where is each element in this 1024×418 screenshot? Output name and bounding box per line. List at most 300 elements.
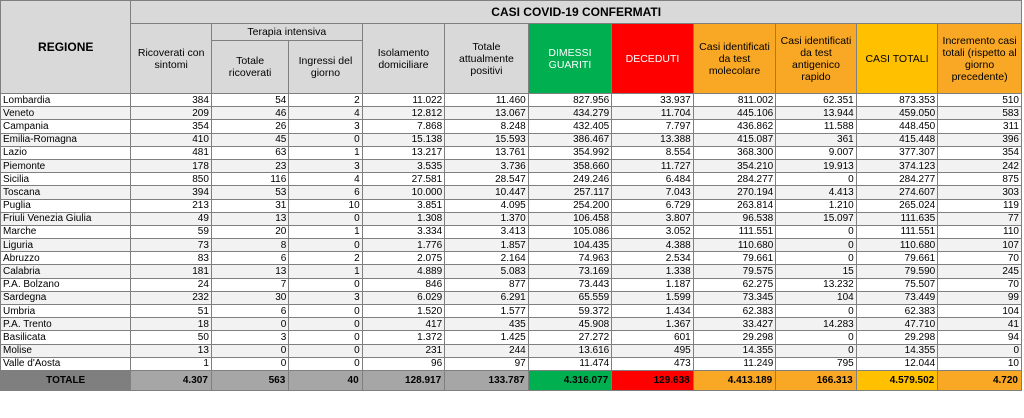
table-cell: 245 xyxy=(938,265,1022,278)
table-cell: 3.535 xyxy=(362,159,445,172)
totals-cell: 4.720 xyxy=(938,370,1022,390)
table-cell: 70 xyxy=(938,252,1022,265)
region-name: Veneto xyxy=(1,107,131,120)
table-cell: 354 xyxy=(131,120,211,133)
table-cell: 4.095 xyxy=(445,199,529,212)
header-positivi: Totale attualmente positivi xyxy=(445,24,529,94)
table-cell: 0 xyxy=(289,278,362,291)
table-cell: 10.000 xyxy=(362,186,445,199)
region-name: Sardegna xyxy=(1,291,131,304)
table-cell: 0 xyxy=(776,252,856,265)
table-cell: 94 xyxy=(938,331,1022,344)
table-cell: 209 xyxy=(131,107,211,120)
table-cell: 79.661 xyxy=(856,252,938,265)
table-cell: 4.388 xyxy=(612,239,694,252)
table-cell: 795 xyxy=(776,357,856,370)
table-cell: 12.044 xyxy=(856,357,938,370)
region-name: Campania xyxy=(1,120,131,133)
table-cell: 481 xyxy=(131,146,211,159)
region-name: Piemonte xyxy=(1,159,131,172)
table-cell: 13.067 xyxy=(445,107,529,120)
table-cell: 79.661 xyxy=(693,252,776,265)
table-cell: 377.307 xyxy=(856,146,938,159)
table-cell: 53 xyxy=(211,186,288,199)
table-cell: 3 xyxy=(289,159,362,172)
table-cell: 28.547 xyxy=(445,173,529,186)
table-cell: 1.857 xyxy=(445,239,529,252)
table-cell: 242 xyxy=(938,159,1022,172)
table-cell: 11.460 xyxy=(445,94,529,107)
table-cell: 15.097 xyxy=(776,212,856,225)
table-cell: 6.291 xyxy=(445,291,529,304)
table-cell: 62.275 xyxy=(693,278,776,291)
table-row xyxy=(1,120,1022,133)
table-row xyxy=(1,94,1022,107)
table-cell: 1.425 xyxy=(445,331,529,344)
table-row xyxy=(1,199,1022,212)
table-cell: 14.355 xyxy=(856,344,938,357)
table-cell: 4.889 xyxy=(362,265,445,278)
table-cell: 0 xyxy=(289,331,362,344)
table-row xyxy=(1,331,1022,344)
table-cell: 13.944 xyxy=(776,107,856,120)
table-cell: 877 xyxy=(445,278,529,291)
region-name: Puglia xyxy=(1,199,131,212)
table-cell: 13.761 xyxy=(445,146,529,159)
table-cell: 417 xyxy=(362,318,445,331)
region-name: Liguria xyxy=(1,239,131,252)
table-cell: 448.450 xyxy=(856,120,938,133)
table-cell: 6.729 xyxy=(612,199,694,212)
table-cell: 9.007 xyxy=(776,146,856,159)
table-cell: 0 xyxy=(211,344,288,357)
table-cell: 354.210 xyxy=(693,159,776,172)
table-cell: 1 xyxy=(289,146,362,159)
table-cell: 10.447 xyxy=(445,186,529,199)
table-cell: 49 xyxy=(131,212,211,225)
table-cell: 45 xyxy=(211,133,288,146)
header-antigenico: Casi identificati da test antigenico rapido xyxy=(776,24,856,94)
table-cell: 0 xyxy=(289,239,362,252)
table-cell: 875 xyxy=(938,173,1022,186)
header-casi-totali: CASI TOTALI xyxy=(856,24,938,94)
table-row xyxy=(1,318,1022,331)
table-cell: 1.370 xyxy=(445,212,529,225)
table-cell: 18 xyxy=(131,318,211,331)
totals-cell: 40 xyxy=(289,370,362,390)
table-cell: 4 xyxy=(289,173,362,186)
table-cell: 4 xyxy=(289,107,362,120)
totals-cell-casi-totali: 4.579.502 xyxy=(856,370,938,390)
table-cell: 4.413 xyxy=(776,186,856,199)
table-cell: 0 xyxy=(289,305,362,318)
header-terapia-intensiva: Terapia intensiva xyxy=(211,24,362,41)
totals-cell: 128.917 xyxy=(362,370,445,390)
header-ricoverati: Ricoverati con sintomi xyxy=(131,24,211,94)
table-cell: 13 xyxy=(211,212,288,225)
table-cell: 368.300 xyxy=(693,146,776,159)
table-cell: 435 xyxy=(445,318,529,331)
table-cell: 111.635 xyxy=(856,212,938,225)
table-cell: 303 xyxy=(938,186,1022,199)
table-cell: 396 xyxy=(938,133,1022,146)
table-cell: 3 xyxy=(289,120,362,133)
table-cell: 110 xyxy=(938,225,1022,238)
table-cell: 15.593 xyxy=(445,133,529,146)
table-cell: 15.138 xyxy=(362,133,445,146)
table-cell: 1.187 xyxy=(612,278,694,291)
header-incremento: Incremento casi totali (rispetto al giorno precedente) xyxy=(938,24,1022,94)
table-cell: 13 xyxy=(211,265,288,278)
table-row xyxy=(1,357,1022,370)
table-cell: 846 xyxy=(362,278,445,291)
table-cell: 83 xyxy=(131,252,211,265)
table-cell: 77 xyxy=(938,212,1022,225)
table-cell: 374.123 xyxy=(856,159,938,172)
table-cell: 7 xyxy=(211,278,288,291)
table-cell: 0 xyxy=(289,133,362,146)
table-cell: 13.217 xyxy=(362,146,445,159)
table-cell: 850 xyxy=(131,173,211,186)
table-cell: 3.334 xyxy=(362,225,445,238)
table-cell: 29.298 xyxy=(856,331,938,344)
table-cell: 73.169 xyxy=(528,265,612,278)
table-cell: 384 xyxy=(131,94,211,107)
table-cell: 1.434 xyxy=(612,305,694,318)
table-cell: 231 xyxy=(362,344,445,357)
table-cell: 6 xyxy=(211,252,288,265)
region-name: Sicilia xyxy=(1,173,131,186)
table-cell: 7.797 xyxy=(612,120,694,133)
table-cell: 96 xyxy=(362,357,445,370)
table-cell: 1 xyxy=(289,225,362,238)
table-cell: 12.812 xyxy=(362,107,445,120)
table-title: CASI COVID-19 CONFERMATI xyxy=(131,1,1022,24)
table-cell: 510 xyxy=(938,94,1022,107)
table-cell: 70 xyxy=(938,278,1022,291)
table-cell: 63 xyxy=(211,146,288,159)
table-cell: 1.776 xyxy=(362,239,445,252)
table-cell: 33.937 xyxy=(612,94,694,107)
table-cell: 45.908 xyxy=(528,318,612,331)
table-cell: 15 xyxy=(776,265,856,278)
region-name: Basilicata xyxy=(1,331,131,344)
table-cell: 232 xyxy=(131,291,211,304)
table-cell: 244 xyxy=(445,344,529,357)
table-cell: 104 xyxy=(776,291,856,304)
table-cell: 432.405 xyxy=(528,120,612,133)
table-row xyxy=(1,252,1022,265)
table-cell: 873.353 xyxy=(856,94,938,107)
table-cell: 5.083 xyxy=(445,265,529,278)
table-row xyxy=(1,146,1022,159)
table-cell: 3.807 xyxy=(612,212,694,225)
table-cell: 3.052 xyxy=(612,225,694,238)
table-cell: 54 xyxy=(211,94,288,107)
region-name: Friuli Venezia Giulia xyxy=(1,212,131,225)
table-body xyxy=(1,94,1022,371)
table-cell: 51 xyxy=(131,305,211,318)
table-cell: 111.551 xyxy=(693,225,776,238)
table-cell: 104 xyxy=(938,305,1022,318)
table-cell: 7.043 xyxy=(612,186,694,199)
table-cell: 62.351 xyxy=(776,94,856,107)
table-cell: 284.277 xyxy=(693,173,776,186)
table-cell: 97 xyxy=(445,357,529,370)
table-cell: 1.308 xyxy=(362,212,445,225)
table-cell: 73.345 xyxy=(693,291,776,304)
table-cell: 257.117 xyxy=(528,186,612,199)
table-cell: 0 xyxy=(776,173,856,186)
header-deceduti: DECEDUTI xyxy=(612,24,694,94)
table-cell: 62.383 xyxy=(693,305,776,318)
table-row xyxy=(1,107,1022,120)
totals-cell: 166.313 xyxy=(776,370,856,390)
table-row xyxy=(1,225,1022,238)
region-name: P.A. Bolzano xyxy=(1,278,131,291)
table-cell: 394 xyxy=(131,186,211,199)
region-name: Lazio xyxy=(1,146,131,159)
region-name: Abruzzo xyxy=(1,252,131,265)
region-name: Umbria xyxy=(1,305,131,318)
region-name: Lombardia xyxy=(1,94,131,107)
table-row xyxy=(1,133,1022,146)
table-row xyxy=(1,305,1022,318)
table-cell: 0 xyxy=(776,239,856,252)
table-cell: 104.435 xyxy=(528,239,612,252)
table-cell: 110.680 xyxy=(693,239,776,252)
table-cell: 111.551 xyxy=(856,225,938,238)
table-cell: 27.581 xyxy=(362,173,445,186)
table-cell: 410 xyxy=(131,133,211,146)
table-cell: 8.554 xyxy=(612,146,694,159)
totals-cell: 4.307 xyxy=(131,370,211,390)
table-cell: 0 xyxy=(289,212,362,225)
table-row xyxy=(1,344,1022,357)
table-cell: 6 xyxy=(211,305,288,318)
region-name: Toscana xyxy=(1,186,131,199)
totals-label: TOTALE xyxy=(1,370,131,390)
table-cell: 20 xyxy=(211,225,288,238)
table-cell: 0 xyxy=(289,344,362,357)
table-cell: 96.538 xyxy=(693,212,776,225)
table-cell: 62.383 xyxy=(856,305,938,318)
table-cell: 105.086 xyxy=(528,225,612,238)
table-cell: 2 xyxy=(289,252,362,265)
table-cell: 29.298 xyxy=(693,331,776,344)
table-cell: 11.249 xyxy=(693,357,776,370)
totals-cell: 133.787 xyxy=(445,370,529,390)
table-cell: 2.534 xyxy=(612,252,694,265)
table-cell: 73 xyxy=(131,239,211,252)
table-cell: 827.956 xyxy=(528,94,612,107)
table-cell: 0 xyxy=(211,357,288,370)
table-cell: 254.200 xyxy=(528,199,612,212)
table-cell: 23 xyxy=(211,159,288,172)
table-cell: 265.024 xyxy=(856,199,938,212)
table-cell: 13 xyxy=(131,344,211,357)
region-name: Emilia-Romagna xyxy=(1,133,131,146)
table-cell: 0 xyxy=(211,318,288,331)
table-cell: 73.449 xyxy=(856,291,938,304)
totals-cell: 4.413.189 xyxy=(693,370,776,390)
table-cell: 354 xyxy=(938,146,1022,159)
table-cell: 434.279 xyxy=(528,107,612,120)
table-row xyxy=(1,239,1022,252)
table-cell: 33.427 xyxy=(693,318,776,331)
table-cell: 263.814 xyxy=(693,199,776,212)
table-cell: 583 xyxy=(938,107,1022,120)
table-cell: 11.022 xyxy=(362,94,445,107)
table-cell: 1.520 xyxy=(362,305,445,318)
table-cell: 46 xyxy=(211,107,288,120)
table-cell: 47.710 xyxy=(856,318,938,331)
totals-cell-deceduti: 129.638 xyxy=(612,370,694,390)
table-cell: 31 xyxy=(211,199,288,212)
table-row xyxy=(1,278,1022,291)
header-regione: REGIONE xyxy=(1,1,131,94)
table-cell: 1.210 xyxy=(776,199,856,212)
table-cell: 26 xyxy=(211,120,288,133)
table-cell: 7.868 xyxy=(362,120,445,133)
table-cell: 1 xyxy=(131,357,211,370)
table-cell: 41 xyxy=(938,318,1022,331)
table-cell: 249.246 xyxy=(528,173,612,186)
table-cell: 3.413 xyxy=(445,225,529,238)
region-name: Marche xyxy=(1,225,131,238)
table-cell: 495 xyxy=(612,344,694,357)
table-cell: 6.484 xyxy=(612,173,694,186)
table-cell: 11.474 xyxy=(528,357,612,370)
table-cell: 415.087 xyxy=(693,133,776,146)
table-cell: 13.388 xyxy=(612,133,694,146)
table-cell: 811.002 xyxy=(693,94,776,107)
table-cell: 59 xyxy=(131,225,211,238)
table-cell: 13.616 xyxy=(528,344,612,357)
table-row xyxy=(1,186,1022,199)
header-isolamento: Isolamento domiciliare xyxy=(362,24,445,94)
table-cell: 473 xyxy=(612,357,694,370)
table-cell: 3.736 xyxy=(445,159,529,172)
table-cell: 3 xyxy=(289,291,362,304)
region-name: Valle d'Aosta xyxy=(1,357,131,370)
table-cell: 116 xyxy=(211,173,288,186)
table-cell: 110.680 xyxy=(856,239,938,252)
table-cell: 75.507 xyxy=(856,278,938,291)
table-cell: 6.029 xyxy=(362,291,445,304)
table-cell: 19.913 xyxy=(776,159,856,172)
table-cell: 24 xyxy=(131,278,211,291)
region-name: P.A. Trento xyxy=(1,318,131,331)
table-cell: 601 xyxy=(612,331,694,344)
table-cell: 0 xyxy=(776,225,856,238)
table-cell: 3.851 xyxy=(362,199,445,212)
table-cell: 358.660 xyxy=(528,159,612,172)
header-dimessi: DIMESSI GUARITI xyxy=(528,24,612,94)
table-cell: 1.599 xyxy=(612,291,694,304)
table-cell: 3 xyxy=(211,331,288,344)
region-name: Calabria xyxy=(1,265,131,278)
table-cell: 74.963 xyxy=(528,252,612,265)
table-cell: 1.372 xyxy=(362,331,445,344)
table-cell: 10 xyxy=(938,357,1022,370)
table-cell: 14.355 xyxy=(693,344,776,357)
table-cell: 0 xyxy=(776,305,856,318)
table-cell: 8.248 xyxy=(445,120,529,133)
table-cell: 11.727 xyxy=(612,159,694,172)
table-cell: 10 xyxy=(289,199,362,212)
table-cell: 270.194 xyxy=(693,186,776,199)
table-cell: 6 xyxy=(289,186,362,199)
table-cell: 50 xyxy=(131,331,211,344)
table-cell: 181 xyxy=(131,265,211,278)
table-cell: 0 xyxy=(938,344,1022,357)
table-cell: 79.590 xyxy=(856,265,938,278)
table-cell: 0 xyxy=(776,331,856,344)
table-cell: 213 xyxy=(131,199,211,212)
table-cell: 1 xyxy=(289,265,362,278)
table-cell: 0 xyxy=(776,344,856,357)
region-name: Molise xyxy=(1,344,131,357)
table-cell: 0 xyxy=(289,357,362,370)
table-cell: 65.559 xyxy=(528,291,612,304)
table-cell: 361 xyxy=(776,133,856,146)
totals-cell: 563 xyxy=(211,370,288,390)
table-cell: 311 xyxy=(938,120,1022,133)
table-cell: 14.283 xyxy=(776,318,856,331)
table-cell: 1.577 xyxy=(445,305,529,318)
table-cell: 0 xyxy=(289,318,362,331)
table-cell: 178 xyxy=(131,159,211,172)
table-cell: 2.075 xyxy=(362,252,445,265)
header-ingressi: Ingressi del giorno xyxy=(289,41,362,94)
table-cell: 284.277 xyxy=(856,173,938,186)
table-cell: 415.448 xyxy=(856,133,938,146)
table-cell: 59.372 xyxy=(528,305,612,318)
table-cell: 2 xyxy=(289,94,362,107)
table-cell: 99 xyxy=(938,291,1022,304)
table-cell: 274.607 xyxy=(856,186,938,199)
table-cell: 445.106 xyxy=(693,107,776,120)
table-cell: 27.272 xyxy=(528,331,612,344)
table-row xyxy=(1,212,1022,225)
totals-cell-dimessi: 4.316.077 xyxy=(528,370,612,390)
table-cell: 2.164 xyxy=(445,252,529,265)
table-row xyxy=(1,291,1022,304)
header-totale-ricoverati: Totale ricoverati xyxy=(211,41,288,94)
table-cell: 79.575 xyxy=(693,265,776,278)
table-cell: 30 xyxy=(211,291,288,304)
header-molecolare: Casi identificati da test molecolare xyxy=(693,24,776,94)
table-cell: 13.232 xyxy=(776,278,856,291)
table-cell: 459.050 xyxy=(856,107,938,120)
totals-row xyxy=(1,370,1022,390)
table-cell: 11.588 xyxy=(776,120,856,133)
table-cell: 1.338 xyxy=(612,265,694,278)
table-cell: 8 xyxy=(211,239,288,252)
table-cell: 436.862 xyxy=(693,120,776,133)
table-row xyxy=(1,173,1022,186)
table-cell: 354.992 xyxy=(528,146,612,159)
table-cell: 119 xyxy=(938,199,1022,212)
table-cell: 1.367 xyxy=(612,318,694,331)
table-cell: 386.467 xyxy=(528,133,612,146)
table-cell: 106.458 xyxy=(528,212,612,225)
table-cell: 107 xyxy=(938,239,1022,252)
table-cell: 11.704 xyxy=(612,107,694,120)
table-row xyxy=(1,265,1022,278)
table-cell: 73.443 xyxy=(528,278,612,291)
